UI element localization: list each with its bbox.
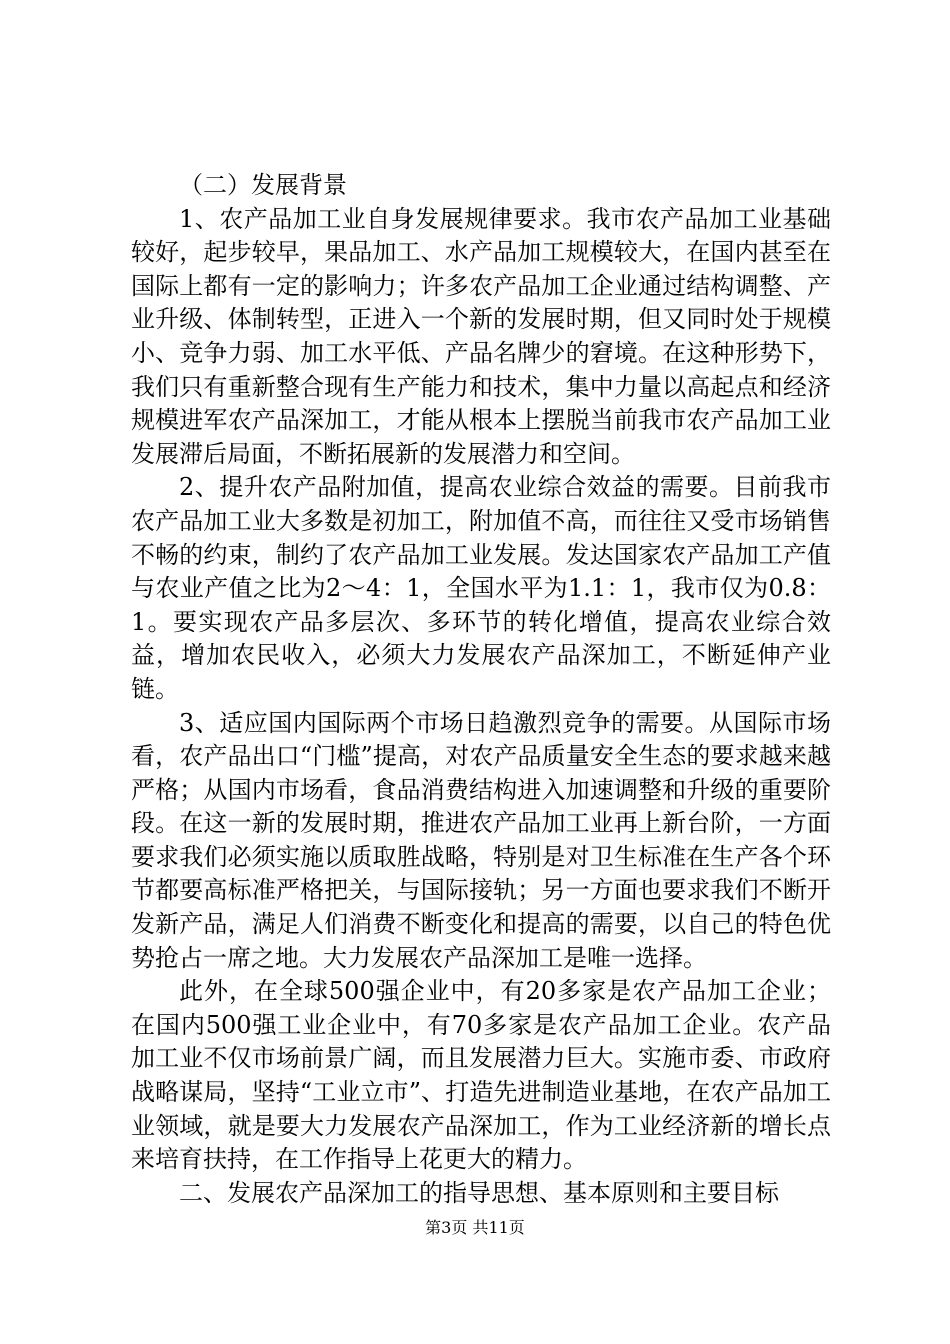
document-body (131, 169, 831, 1210)
section-heading-2: 二、发展农产品深加工的指导思想、基本原则和主要目标 (179, 1178, 779, 1207)
paragraph-3: 3、适应国内国际两个市场日趋激烈竞争的需要。从国际市场看，农产品出口“门槛”提高，对农产品质量安全生态的要求越来越严格；从国内市场看，食品消费结构进入加速调整和升级的重要阶段。在这一新的发展时期，推进农产品加工业再上新台阶，一方面要求我们必须实施以质取胜战略，特别是对卫生标准在生产各个环节都要高标准严格把关，与国际接轨；另一方面也要求我们不断开发新产品，满足人们消费不断变化和提高的需要，以自己的特色优势抢占一席之地。大力发展农产品深加工是唯一选择。 (131, 708, 831, 972)
section-heading: （二）发展背景 (179, 171, 347, 199)
paragraph-4: 此外，在全球500强企业中，有20多家是农产品加工企业；在国内500强工业企业中，有70多家是农产品加工企业。农产品加工业不仅市场前景广阔，而且发展潜力巨大。实施市委、市政府战略谋局，坚持“工业立市”、打造先进制造业基地，在农产品加工业领域，就是要大力发展农产品深加工，作为工业经济新的增长点来培育扶持，在工作指导上花更大的精力。 (131, 977, 831, 1174)
paragraph-1: 1、农产品加工业自身发展规律要求。我市农产品加工业基础较好，起步较早，果品加工、水产品加工规模较大，在国内甚至在国际上都有一定的影响力；许多农产品加工企业通过结构调整、产业升级、体制转型，正进入一个新的发展时期，但又同时处于规模小、竞争力弱、加工水平低、产品名牌少的窘境。在这种形势下，我们只有重新整合现有生产能力和技术，集中力量以高起点和经济规模进军农产品深加工，才能从根本上摆脱当前我市农产品加工业发展滞后局面，不断拓展新的发展潜力和空间。 (131, 204, 831, 468)
page-number: 第3页 共11页 (425, 1218, 525, 1237)
paragraph-2: 2、提升农产品附加值，提高农业综合效益的需要。目前我市农产品加工业大多数是初加工，附加值不高，而往往又受市场销售不畅的约束，制约了农产品加工业发展。发达国家农产品加工产值与农业产值之比为2～4：1，全国水平为1.1：1，我市仅为0.8：1。要实现农产品多层次、多环节的转化增值，提高农业综合效益，增加农民收入，必须大力发展农产品深加工，不断延伸产业链。 (131, 473, 831, 703)
